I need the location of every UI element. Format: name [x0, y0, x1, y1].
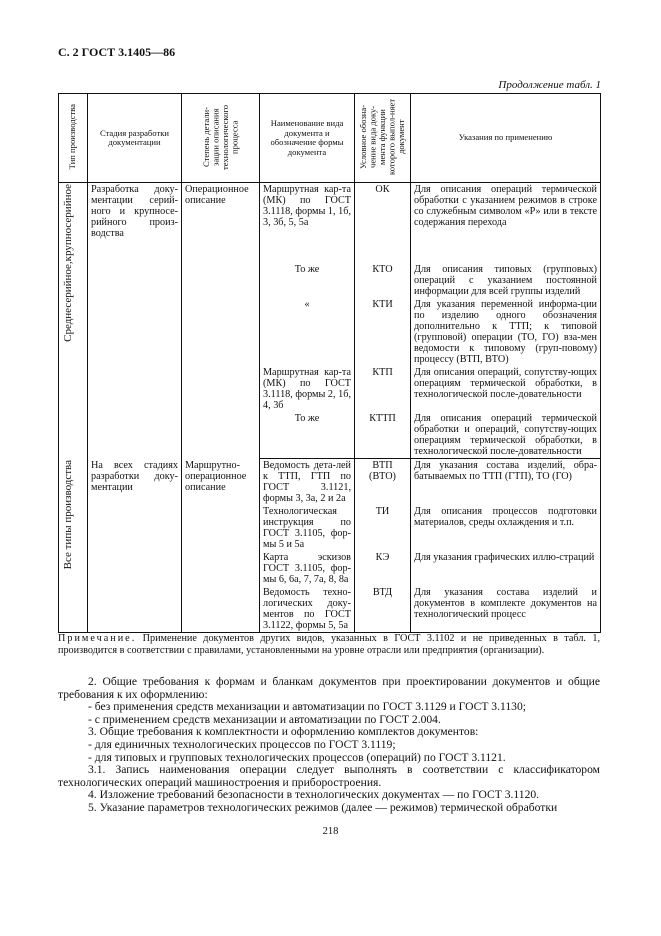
code-cell: КТП — [355, 366, 411, 412]
production-type-cell: Среднесерийное,крупносерийное — [59, 183, 88, 459]
usage-cell: Для указания переменной информа-ции по изделию одного обозначения дополнительно к ТТП; к типовой (групповой) операции (ТО, ГО) вза-мен ведомости к типовому (груп-повому) процессу (ВТП, ВТО) — [411, 298, 601, 366]
note-text: Применение документов других видов, указанных в ГОСТ 3.1102 и не приведенных в табл. 1, производится в соответствии с правилами, установленными на уровне отрасли или предприятия (организации). — [58, 633, 600, 656]
table-row — [59, 459, 601, 506]
paragraph: 5. Указание параметров технологических режимов (далее — режимов) термической обработки — [88, 800, 558, 814]
col-header-type: Тип производства — [59, 94, 88, 183]
usage-cell: Для описания типовых (групповых) операций с указанием постоянной информации для всей группы изделий — [411, 263, 601, 298]
code-cell: ВТД — [355, 586, 411, 633]
detail-cell: Маршрутно-операционное описание — [182, 459, 260, 633]
document-table — [58, 93, 601, 633]
paragraph: 3. Общие требования к комплектности и оформлению комплектов документов: — [88, 725, 479, 739]
note-lead: Примечание. — [58, 633, 137, 644]
usage-cell: Для указания графических иллю-страций — [411, 551, 601, 586]
code-cell: ТИ — [355, 505, 411, 551]
paragraph: 3.1. Запись наименования операции следует выполнять в соответствии с классификатором технологических операций машиностроения и приборостроения. — [58, 763, 600, 789]
usage-cell: Для указания состава изделий, обра-батываемых по ТТП (ГТП), ТО (ГО) — [411, 459, 601, 506]
usage-cell: Для указания состава изделий и документов в комплекте документов на технологический процесс — [411, 586, 601, 633]
col-header-detail: Степень детали-зации описания технологического процесса — [182, 94, 260, 183]
table-header-row — [59, 94, 601, 183]
paragraph: 2. Общие требования к формам и бланкам документов при проектировании документов и общие требования к их оформлению: — [58, 675, 600, 701]
code-cell: КТО — [355, 263, 411, 298]
detail-cell: Операционное описание — [182, 183, 260, 459]
document-cell: Технологическая инструкция по ГОСТ 3.1105, фор-мы 5 и 5а — [260, 505, 355, 551]
list-item: - с применением средств механизации и автоматизации по ГОСТ 2.004. — [88, 712, 441, 726]
list-item: - для единичных технологических процессов по ГОСТ 3.1119; — [88, 737, 396, 751]
paragraph: 4. Изложение требований безопасности в технологических документах — по ГОСТ 3.1120. — [88, 788, 540, 802]
col-header-document: Наименование вида документа и обозначение формы документа — [260, 94, 355, 183]
document-cell: Ведомость техно-логических доку-ментов по ГОСТ 3.1122, формы 5, 5а — [260, 586, 355, 633]
document-cell: Карта эскизов ГОСТ 3.1105, фор-мы 6, 6а, 7, 7а, 8, 8а — [260, 551, 355, 586]
usage-cell: Для описания процессов подготовки материалов, среды охлаждения и т.п. — [411, 505, 601, 551]
page-number: 218 — [322, 826, 339, 837]
col-header-code: Условное обозна-чение вида доку-мента функции которого выпол-няет документ — [355, 94, 411, 183]
code-cell: КТИ — [355, 298, 411, 366]
document-cell: « — [260, 298, 355, 366]
document-cell: Маршрутная кар-та (МК) по ГОСТ 3.1118, формы 1, 1б, 3, 3б, 5, 5а — [260, 183, 355, 264]
code-cell: ОК — [355, 183, 411, 264]
page-header: С. 2 ГОСТ 3.1405—86 — [58, 45, 176, 59]
body-text — [58, 676, 600, 815]
stage-cell: Разработка доку-ментации серий-ного и крупносе-рийного произ-водства — [88, 183, 182, 459]
code-cell: КТТП — [355, 412, 411, 459]
usage-cell: Для описания операций, сопутству-ющих операциям термической обработки, в технологической после-довательности — [411, 366, 601, 412]
list-item: - для типовых и групповых технологических процессов (операций) по ГОСТ 3.1121. — [88, 750, 506, 764]
code-cell: КЭ — [355, 551, 411, 586]
col-header-stage: Стадия разработки документации — [88, 94, 182, 183]
document-cell: Маршрутная кар-та (МК) по ГОСТ 3.1118, формы 2, 1б, 4, 3б — [260, 366, 355, 412]
usage-cell: Для описания операций термической обработки с указанием режимов в строке со служебным символом «Р» или в тексте содержания перехода — [411, 183, 601, 264]
document-cell: То же — [260, 412, 355, 459]
table-note — [58, 633, 600, 656]
document-cell: Ведомость дета-лей к ТТП, ГТП по ГОСТ 3.1121, формы 3, 3а, 2 и 2а — [260, 459, 355, 506]
document-cell: То же — [260, 263, 355, 298]
code-cell: ВТП (ВТО) — [355, 459, 411, 506]
stage-cell: На всех стадиях разработки доку-ментации — [88, 459, 182, 633]
table-continuation-label: Продолжение табл. 1 — [498, 79, 601, 91]
table-row — [59, 183, 601, 264]
production-type-cell: Все типы производства — [59, 459, 88, 633]
usage-cell: Для описания операций термической обработки и операций, сопутству-ющих операциям термической обработки, в технологической после-довательности — [411, 412, 601, 459]
col-header-usage: Указания по применению — [411, 94, 601, 183]
list-item: - без применения средств механизации и автоматизации по ГОСТ 3.1129 и ГОСТ 3.1130; — [88, 700, 526, 714]
